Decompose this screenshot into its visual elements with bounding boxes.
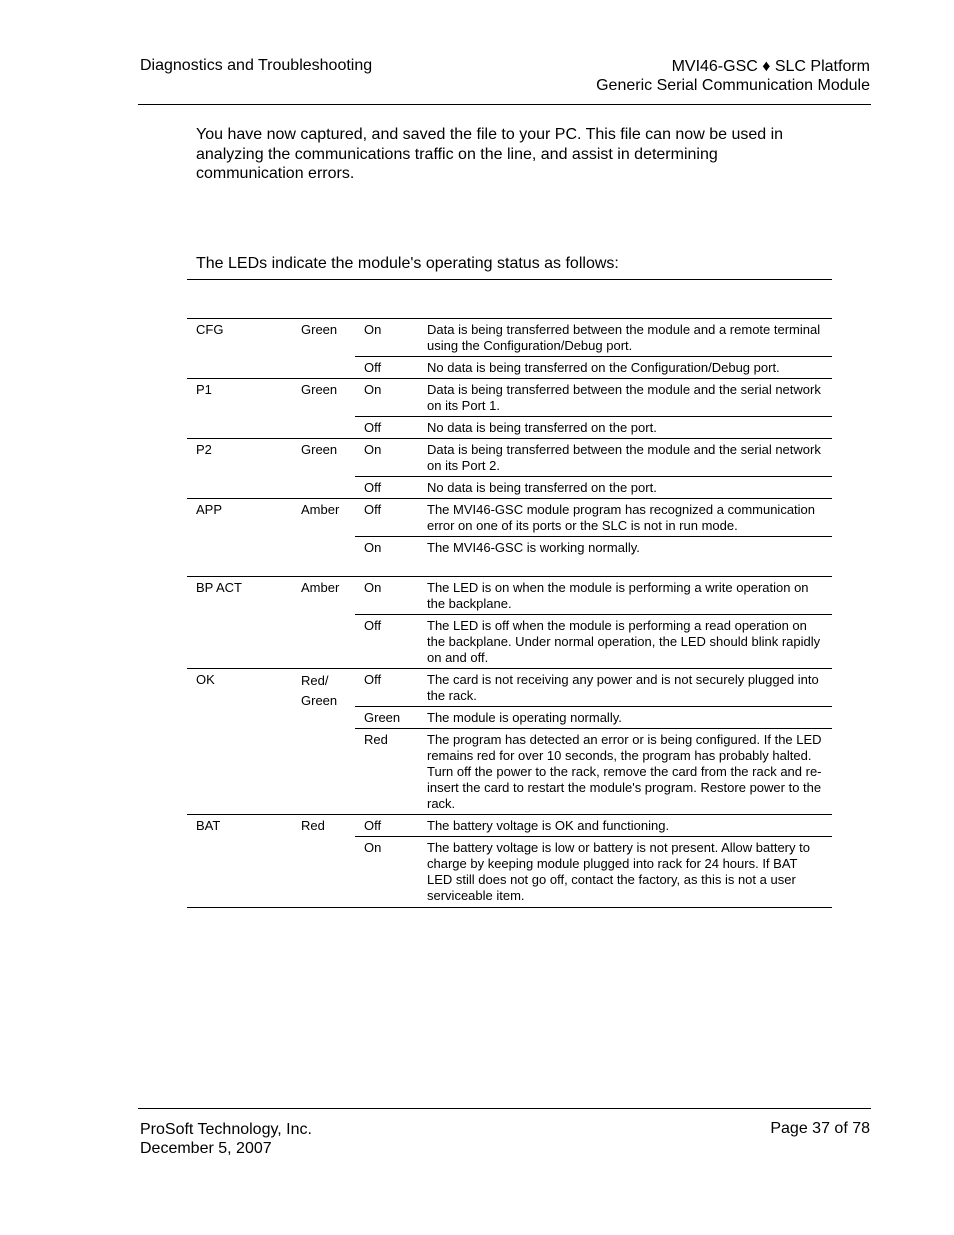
led-state: Off	[355, 615, 418, 669]
header-section-title: Diagnostics and Troubleshooting	[140, 57, 373, 74]
led-description: The program has detected an error or is being configured. If the LED remains red for over 10 seconds, the program has probably halted. Turn off the power to the rack, remove the card from the rack and re-insert the card to restart the module's program. Restore power to the rack.	[418, 729, 832, 815]
led-state: On	[355, 537, 418, 577]
header-product	[596, 57, 870, 95]
header-product-name: MVI46-GSC ♦ SLC Platform	[671, 58, 870, 75]
header-divider	[138, 104, 871, 105]
led-description: Data is being transferred between the module and the serial network on its Port 2.	[418, 439, 832, 477]
led-name: OK	[187, 669, 292, 815]
led-description: The MVI46-GSC module program has recognized a communication error on one of its ports or the SLC is not in run mode.	[418, 499, 832, 537]
led-color: Red	[292, 815, 355, 908]
intro-divider	[187, 279, 832, 280]
led-state: On	[355, 319, 418, 357]
footer-divider	[138, 1108, 871, 1109]
led-state: On	[355, 577, 418, 615]
led-name: P1	[187, 379, 292, 439]
led-color-line: Green	[301, 693, 338, 708]
led-color	[292, 669, 355, 815]
page-number: Page 37 of 78	[770, 1120, 870, 1137]
capture-paragraph: You have now captured, and saved the file to your PC. This file can now be used in analyzing the communications traffic on the line, and assist in determining communication errors.	[196, 126, 784, 182]
led-description: Data is being transferred between the module and the serial network on its Port 1.	[418, 379, 832, 417]
led-state: Off	[355, 417, 418, 439]
led-description: The LED is off when the module is performing a read operation on the backplane. Under normal operation, the LED should blink rapidly on and off.	[418, 615, 832, 669]
led-description: The card is not receiving any power and is not securely plugged into the rack.	[418, 669, 832, 707]
led-color: Amber	[292, 577, 355, 669]
led-state: On	[355, 439, 418, 477]
led-description: The battery voltage is OK and functioning.	[418, 815, 832, 837]
led-description: Data is being transferred between the module and a remote terminal using the Configuration/Debug port.	[418, 319, 832, 357]
led-state: Off	[355, 499, 418, 537]
led-state: Off	[355, 669, 418, 707]
led-state: Off	[355, 815, 418, 837]
led-description: The battery voltage is low or battery is not present. Allow battery to charge by keeping module plugged into rack for 24 hours. If BAT LED still does not go off, contact the factory, as this is not a user serviceable item.	[418, 837, 832, 908]
led-name: CFG	[187, 319, 292, 379]
footer-date: December 5, 2007	[140, 1140, 272, 1157]
led-intro-text: The LEDs indicate the module's operating status as follows:	[196, 255, 619, 272]
footer-info	[140, 1120, 312, 1158]
led-name: APP	[187, 499, 292, 577]
footer-company: ProSoft Technology, Inc.	[140, 1121, 312, 1138]
led-description: The LED is on when the module is performing a write operation on the backplane.	[418, 577, 832, 615]
led-state: On	[355, 379, 418, 417]
led-color: Amber	[292, 499, 355, 577]
led-name: BP ACT	[187, 577, 292, 669]
led-status-table	[187, 318, 832, 908]
led-state: Off	[355, 357, 418, 379]
led-color: Green	[292, 439, 355, 499]
led-color: Green	[292, 379, 355, 439]
led-description: No data is being transferred on the port.	[418, 477, 832, 499]
led-name: BAT	[187, 815, 292, 908]
led-state: Off	[355, 477, 418, 499]
header-product-description: Generic Serial Communication Module	[596, 77, 870, 94]
led-state: Green	[355, 707, 418, 729]
led-color-line: Red/	[301, 673, 329, 688]
led-state: Red	[355, 729, 418, 815]
led-description: The module is operating normally.	[418, 707, 832, 729]
led-description: The MVI46-GSC is working normally.	[418, 537, 832, 577]
led-description: No data is being transferred on the port.	[418, 417, 832, 439]
led-state: On	[355, 837, 418, 908]
led-name: P2	[187, 439, 292, 499]
led-description: No data is being transferred on the Configuration/Debug port.	[418, 357, 832, 379]
led-color: Green	[292, 319, 355, 379]
